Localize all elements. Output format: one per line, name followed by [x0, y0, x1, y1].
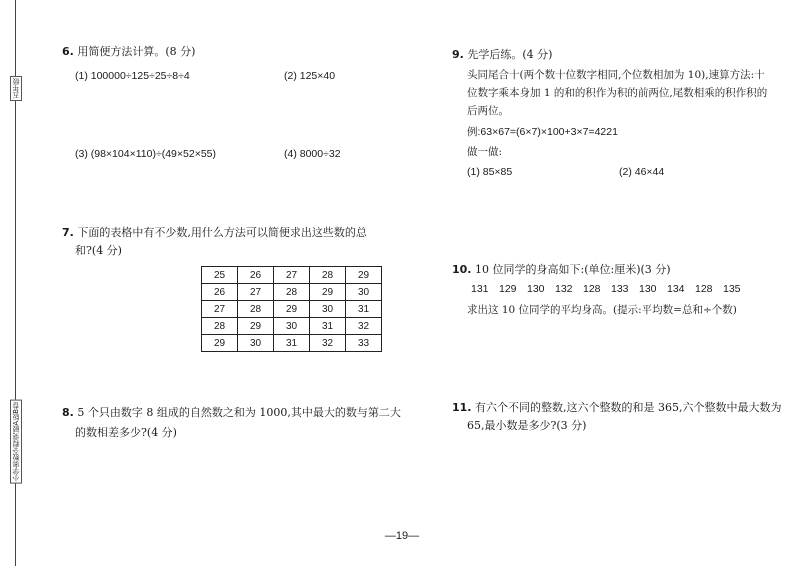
q9-item-1: (1) 85×85 [467, 166, 513, 178]
q6-item-3: (3) (98×104×110)÷(49×52×55) [75, 148, 217, 160]
table-cell: 29 [346, 267, 382, 284]
question-10-title [452, 259, 671, 281]
table-cell: 27 [238, 284, 274, 301]
question-10-number: 10. [452, 263, 472, 276]
table-cell: 31 [310, 318, 346, 335]
table-cell: 30 [274, 318, 310, 335]
question-11-line-2: 65,最小数是多少?(3 分) [467, 419, 587, 432]
table-cell: 29 [310, 284, 346, 301]
question-9-title [452, 44, 552, 66]
question-9-text: 先学后练。(4 分) [467, 48, 553, 61]
height-value: 135 [723, 283, 741, 295]
table-cell: 28 [238, 301, 274, 318]
number-table [201, 266, 382, 352]
table-cell: 33 [346, 335, 382, 352]
table-cell: 29 [202, 335, 238, 352]
height-value: 128 [583, 283, 601, 295]
table-cell: 26 [238, 267, 274, 284]
q9-item-2: (2) 46×44 [619, 166, 665, 178]
table-cell: 32 [346, 318, 382, 335]
heights-list [471, 283, 751, 295]
height-value: 129 [499, 283, 517, 295]
question-7-line-2: 和?(4 分) [75, 244, 122, 257]
q9-rule-line-2: 位数字乘本身加 1 的和的积作为积的前两位,尾数相乘的积作积的 [467, 87, 768, 99]
table-row [202, 335, 382, 352]
q10-question: 求出这 10 位同学的平均身高。(提示:平均数=总和÷个数) [467, 304, 737, 316]
table-cell: 29 [274, 301, 310, 318]
q6-item-1: (1) 100000÷125÷25÷8÷4 [75, 70, 190, 82]
book-label: 小学奥数全程突破A版B卷 [12, 402, 20, 482]
question-6-title [62, 41, 195, 63]
height-value: 131 [471, 283, 489, 295]
table-row [202, 284, 382, 301]
question-8-line-1 [62, 402, 401, 424]
table-cell: 27 [202, 301, 238, 318]
q6-item-2: (2) 125×40 [284, 70, 336, 82]
table-row [202, 267, 382, 284]
table-cell: 25 [202, 267, 238, 284]
question-8-line-2: 的数相差多少?(4 分) [75, 426, 177, 439]
question-7-number: 7. [62, 226, 74, 239]
question-8-text: 5 个只由数字 8 组成的自然数之和为 1000,其中最大的数与第二大 [77, 406, 401, 419]
height-value: 134 [667, 283, 685, 295]
table-cell: 28 [274, 284, 310, 301]
table-cell: 26 [202, 284, 238, 301]
question-9-number: 9. [452, 48, 464, 61]
table-row [202, 318, 382, 335]
table-cell: 29 [238, 318, 274, 335]
question-7-text: 下面的表格中有不少数,用什么方法可以简便求出这些数的总 [77, 226, 367, 239]
table-cell: 32 [310, 335, 346, 352]
question-11-number: 11. [452, 401, 472, 414]
table-cell: 30 [346, 284, 382, 301]
q6-item-4: (4) 8000÷32 [284, 148, 341, 160]
question-10-text: 10 位同学的身高如下:(单位:厘米)(3 分) [475, 263, 671, 276]
q9-rule-line-1: 头同尾合十(两个数十位数字相同,个位数相加为 10),速算方法:十 [467, 69, 765, 81]
question-8-number: 8. [62, 406, 74, 419]
table-cell: 30 [310, 301, 346, 318]
height-value: 130 [639, 283, 657, 295]
question-6-text: 用简便方法计算。(8 分) [77, 45, 196, 58]
table-cell: 28 [202, 318, 238, 335]
question-6-number: 6. [62, 45, 74, 58]
table-cell: 31 [274, 335, 310, 352]
page-number: —19— [384, 530, 420, 542]
height-value: 128 [695, 283, 713, 295]
table-cell: 27 [274, 267, 310, 284]
height-value: 130 [527, 283, 545, 295]
q9-practice-label: 做一做: [467, 146, 503, 158]
height-value: 133 [611, 283, 629, 295]
grade-label: 五年级 [12, 78, 20, 99]
q9-rule-line-3: 后两位。 [467, 105, 509, 117]
table-cell: 31 [346, 301, 382, 318]
table-row [202, 301, 382, 318]
table-cell: 30 [238, 335, 274, 352]
question-11-text: 有六个不同的整数,这六个整数的和是 365,六个整数中最大数为 [475, 401, 782, 414]
q9-example: 例:63×67=(6×7)×100+3×7=4221 [467, 126, 618, 138]
table-cell: 28 [310, 267, 346, 284]
height-value: 132 [555, 283, 573, 295]
